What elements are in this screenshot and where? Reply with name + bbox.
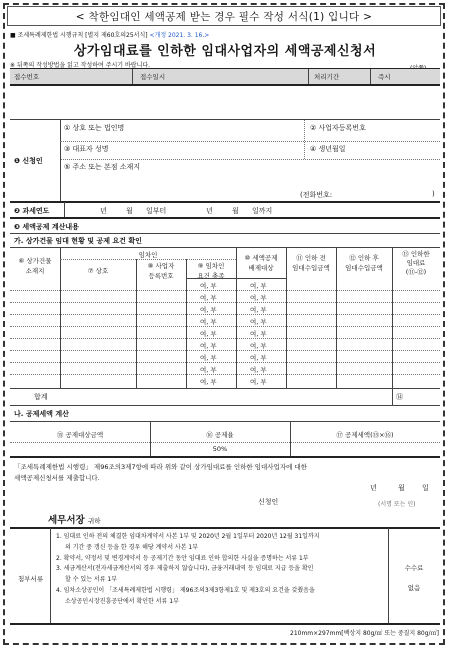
excl-yes-no[interactable]: 여, 부 (250, 366, 267, 374)
rule (10, 527, 440, 529)
notice-banner: < 착한임대인 세액공제 받는 경우 필수 작성 서식(1) 입니다 > (7, 6, 441, 26)
col-after: ⑫ 인하 후 임대수입금액 (345, 254, 383, 272)
excl-yes-no[interactable]: 여, 부 (250, 342, 267, 350)
address-field[interactable]: ⑤ 주소 또는 본점 소재지 (64, 163, 141, 171)
sign-month[interactable]: 월 (398, 484, 405, 492)
receipt-number-label: 접수번호 (14, 73, 40, 81)
deduction-base-label: ⑮ 공제대상금액 (56, 431, 104, 439)
req-yes-no[interactable]: 여, 부 (200, 318, 217, 326)
divider (50, 528, 51, 623)
from-day[interactable]: 일부터 (146, 207, 167, 215)
rule (10, 217, 440, 219)
to-day[interactable]: 일까지 (252, 207, 273, 215)
processing-period-label: 처리기간 (314, 73, 340, 81)
col-requirement: ⑨ 임차인 요건 충족 (197, 262, 225, 280)
divider (186, 278, 286, 279)
divider (10, 119, 440, 120)
sign-note[interactable]: (서명 또는 인) (378, 501, 416, 508)
total-number: ⑭ (396, 393, 403, 401)
col-trade-name: ⑦ 상호 (87, 267, 109, 275)
col-reg-no: ⑧ 사업자 등록번호 (147, 262, 175, 280)
declaration-line-1: 「조세특례제한법 시행령」 제96조의3제7항에 따라 위와 같이 상가임대료를 인하한 임대사업자에 대한 (14, 463, 308, 471)
table-row (10, 350, 440, 351)
req-yes-no[interactable]: 여, 부 (200, 294, 217, 302)
req-yes-no[interactable]: 여, 부 (200, 282, 217, 290)
col-address: ⑥ 상가건물 소재지 (18, 257, 52, 275)
from-month[interactable]: 월 (126, 207, 133, 215)
req-yes-no[interactable]: 여, 부 (200, 378, 217, 386)
list-item: 할 수 있는 서류 1부 (65, 576, 118, 584)
legal-reference: ■ 조세특례제한법 시행규칙 [별지 제60호의25서식] <개정 2021. 3. 16.> (10, 32, 210, 39)
req-yes-no[interactable]: 여, 부 (200, 366, 217, 374)
divider (60, 159, 61, 201)
section-na-title: 나. 공제세액 계산 (14, 410, 69, 418)
sign-day[interactable]: 일 (422, 484, 429, 492)
list-item: 의 기간 중 갱신 등을 한 경우 해당 계약서 사본 1부 (65, 543, 199, 551)
req-yes-no[interactable]: 여, 부 (200, 306, 217, 314)
fee-label: 수수료 (404, 564, 424, 572)
list-item: 4. 임차소상공인이 「조세특례제한법 시행령」 제96조의3제3항제1호 및 제3호의 요건을 갖췄음을 (56, 586, 315, 594)
excl-yes-no[interactable]: 여, 부 (250, 330, 267, 338)
list-item: 1. 임대료 인하 전의 체결한 임대차계약서 사본 1부 및 2020년 2월 1일부터 2020년 12월 31일까지 (56, 533, 320, 540)
col-reduction: ⑬ 인하한 임대료 (⑪-⑫) (402, 250, 430, 276)
business-name-field[interactable]: ① 상호 또는 법인명 (64, 124, 125, 132)
divider (60, 141, 440, 142)
fee-value: 없음 (407, 584, 421, 592)
divider (60, 259, 236, 260)
divider (388, 528, 389, 623)
phone-field[interactable]: (전화번호: (300, 191, 333, 199)
divider (10, 388, 440, 389)
table-row (10, 326, 440, 327)
tenant-header: 임차인 (138, 251, 158, 259)
revision-date: <개정 2021. 3. 16.> (149, 32, 210, 39)
excl-yes-no[interactable]: 여, 부 (250, 294, 267, 302)
to-year[interactable]: 년 (206, 207, 213, 215)
phone-close: ) (432, 190, 435, 198)
rule (10, 84, 440, 86)
representative-name-field[interactable]: ③ 대표자 성명 (64, 145, 109, 153)
recipient: 세무서장 귀하 (48, 515, 101, 526)
attachments-label: 첨부서류 (18, 575, 44, 583)
req-yes-no[interactable]: 여, 부 (200, 330, 217, 338)
divider (10, 442, 440, 443)
table-row (10, 338, 440, 339)
rule (10, 456, 440, 458)
excl-yes-no[interactable]: 여, 부 (250, 318, 267, 326)
birth-date-field[interactable]: ④ 생년월일 (310, 145, 346, 153)
business-registration-field[interactable]: ② 사업자등록번호 (310, 124, 366, 132)
deduction-rate-value: 50% (212, 445, 228, 453)
receipt-date-label: 접수일시 (140, 73, 166, 81)
table-row (10, 302, 440, 303)
req-yes-no[interactable]: 여, 부 (200, 342, 217, 350)
tax-year-label: ❷ 과세연도 (14, 207, 50, 215)
list-item: 소상공인시장진흥공단에서 확인한 서류 1부 (65, 597, 179, 605)
table-row (10, 314, 440, 315)
divider (10, 421, 440, 422)
rule (10, 201, 440, 203)
col-before: ⑪ 인하 전 임대수입금액 (292, 254, 330, 272)
to-month[interactable]: 월 (232, 207, 239, 215)
form-note: ※ 뒤쪽의 작성방법을 읽고 작성하여 주시기 바랍니다. (10, 62, 151, 69)
attachments-list (56, 532, 386, 608)
divider (308, 69, 309, 84)
signer-label: 신청인 (258, 498, 279, 506)
divider (60, 159, 440, 160)
excl-yes-no[interactable]: 여, 부 (250, 354, 267, 362)
col-exclusion: ⑩ 세액공제 배제대상 (244, 254, 278, 272)
table-row (10, 362, 440, 363)
deduction-rate-label: ⑯ 공제율 (206, 431, 234, 439)
paper-spec: 210mm×297mm[백상지 80g/㎡ 또는 중질지 80g/㎡] (290, 630, 439, 637)
sign-year[interactable]: 년 (370, 484, 377, 492)
divider (290, 422, 291, 456)
section-3-title: ❸ 세액공제 계산내용 (14, 223, 79, 231)
excl-yes-no[interactable]: 여, 부 (250, 306, 267, 314)
req-yes-no[interactable]: 여, 부 (200, 354, 217, 362)
divider (10, 233, 440, 234)
rule (10, 623, 440, 625)
processing-period-value: 즉시 (378, 73, 391, 81)
divider (132, 69, 133, 84)
divider (370, 69, 371, 84)
deduction-amount-label: ⑰ 공제세액(⑮×⑯) (336, 431, 394, 439)
applicant-label: ❶ 신청인 (14, 157, 43, 165)
section-ga-title: 가. 상가건물 임대 현황 및 공제 요건 확인 (14, 237, 142, 245)
from-year[interactable]: 년 (100, 207, 107, 215)
table-row (10, 290, 440, 291)
divider (64, 202, 65, 217)
table-row (10, 374, 440, 375)
divider (304, 119, 305, 159)
divider (10, 405, 440, 406)
excl-yes-no[interactable]: 여, 부 (250, 378, 267, 386)
divider (10, 247, 440, 248)
receipt-row (10, 69, 440, 84)
total-label: 합계 (34, 393, 48, 401)
list-item: 3. 세금계산서(전자세금계산서의 경우 제출하지 않습니다), 금융거래내역 등 임대료 지급 등을 확인 (56, 565, 314, 573)
declaration-line-2: 세액공제신청서를 제출합니다. (14, 474, 100, 482)
form-title: 상가임대료를 인하한 임대사업자의 세액공제신청서 (73, 44, 377, 59)
excl-yes-no[interactable]: 여, 부 (250, 282, 267, 290)
list-item: 2. 확약서, 약정서 및 변경계약서 등 공제기간 동안 임대료 인하 합의한 사실을 증명하는 서류 1부 (56, 554, 309, 562)
